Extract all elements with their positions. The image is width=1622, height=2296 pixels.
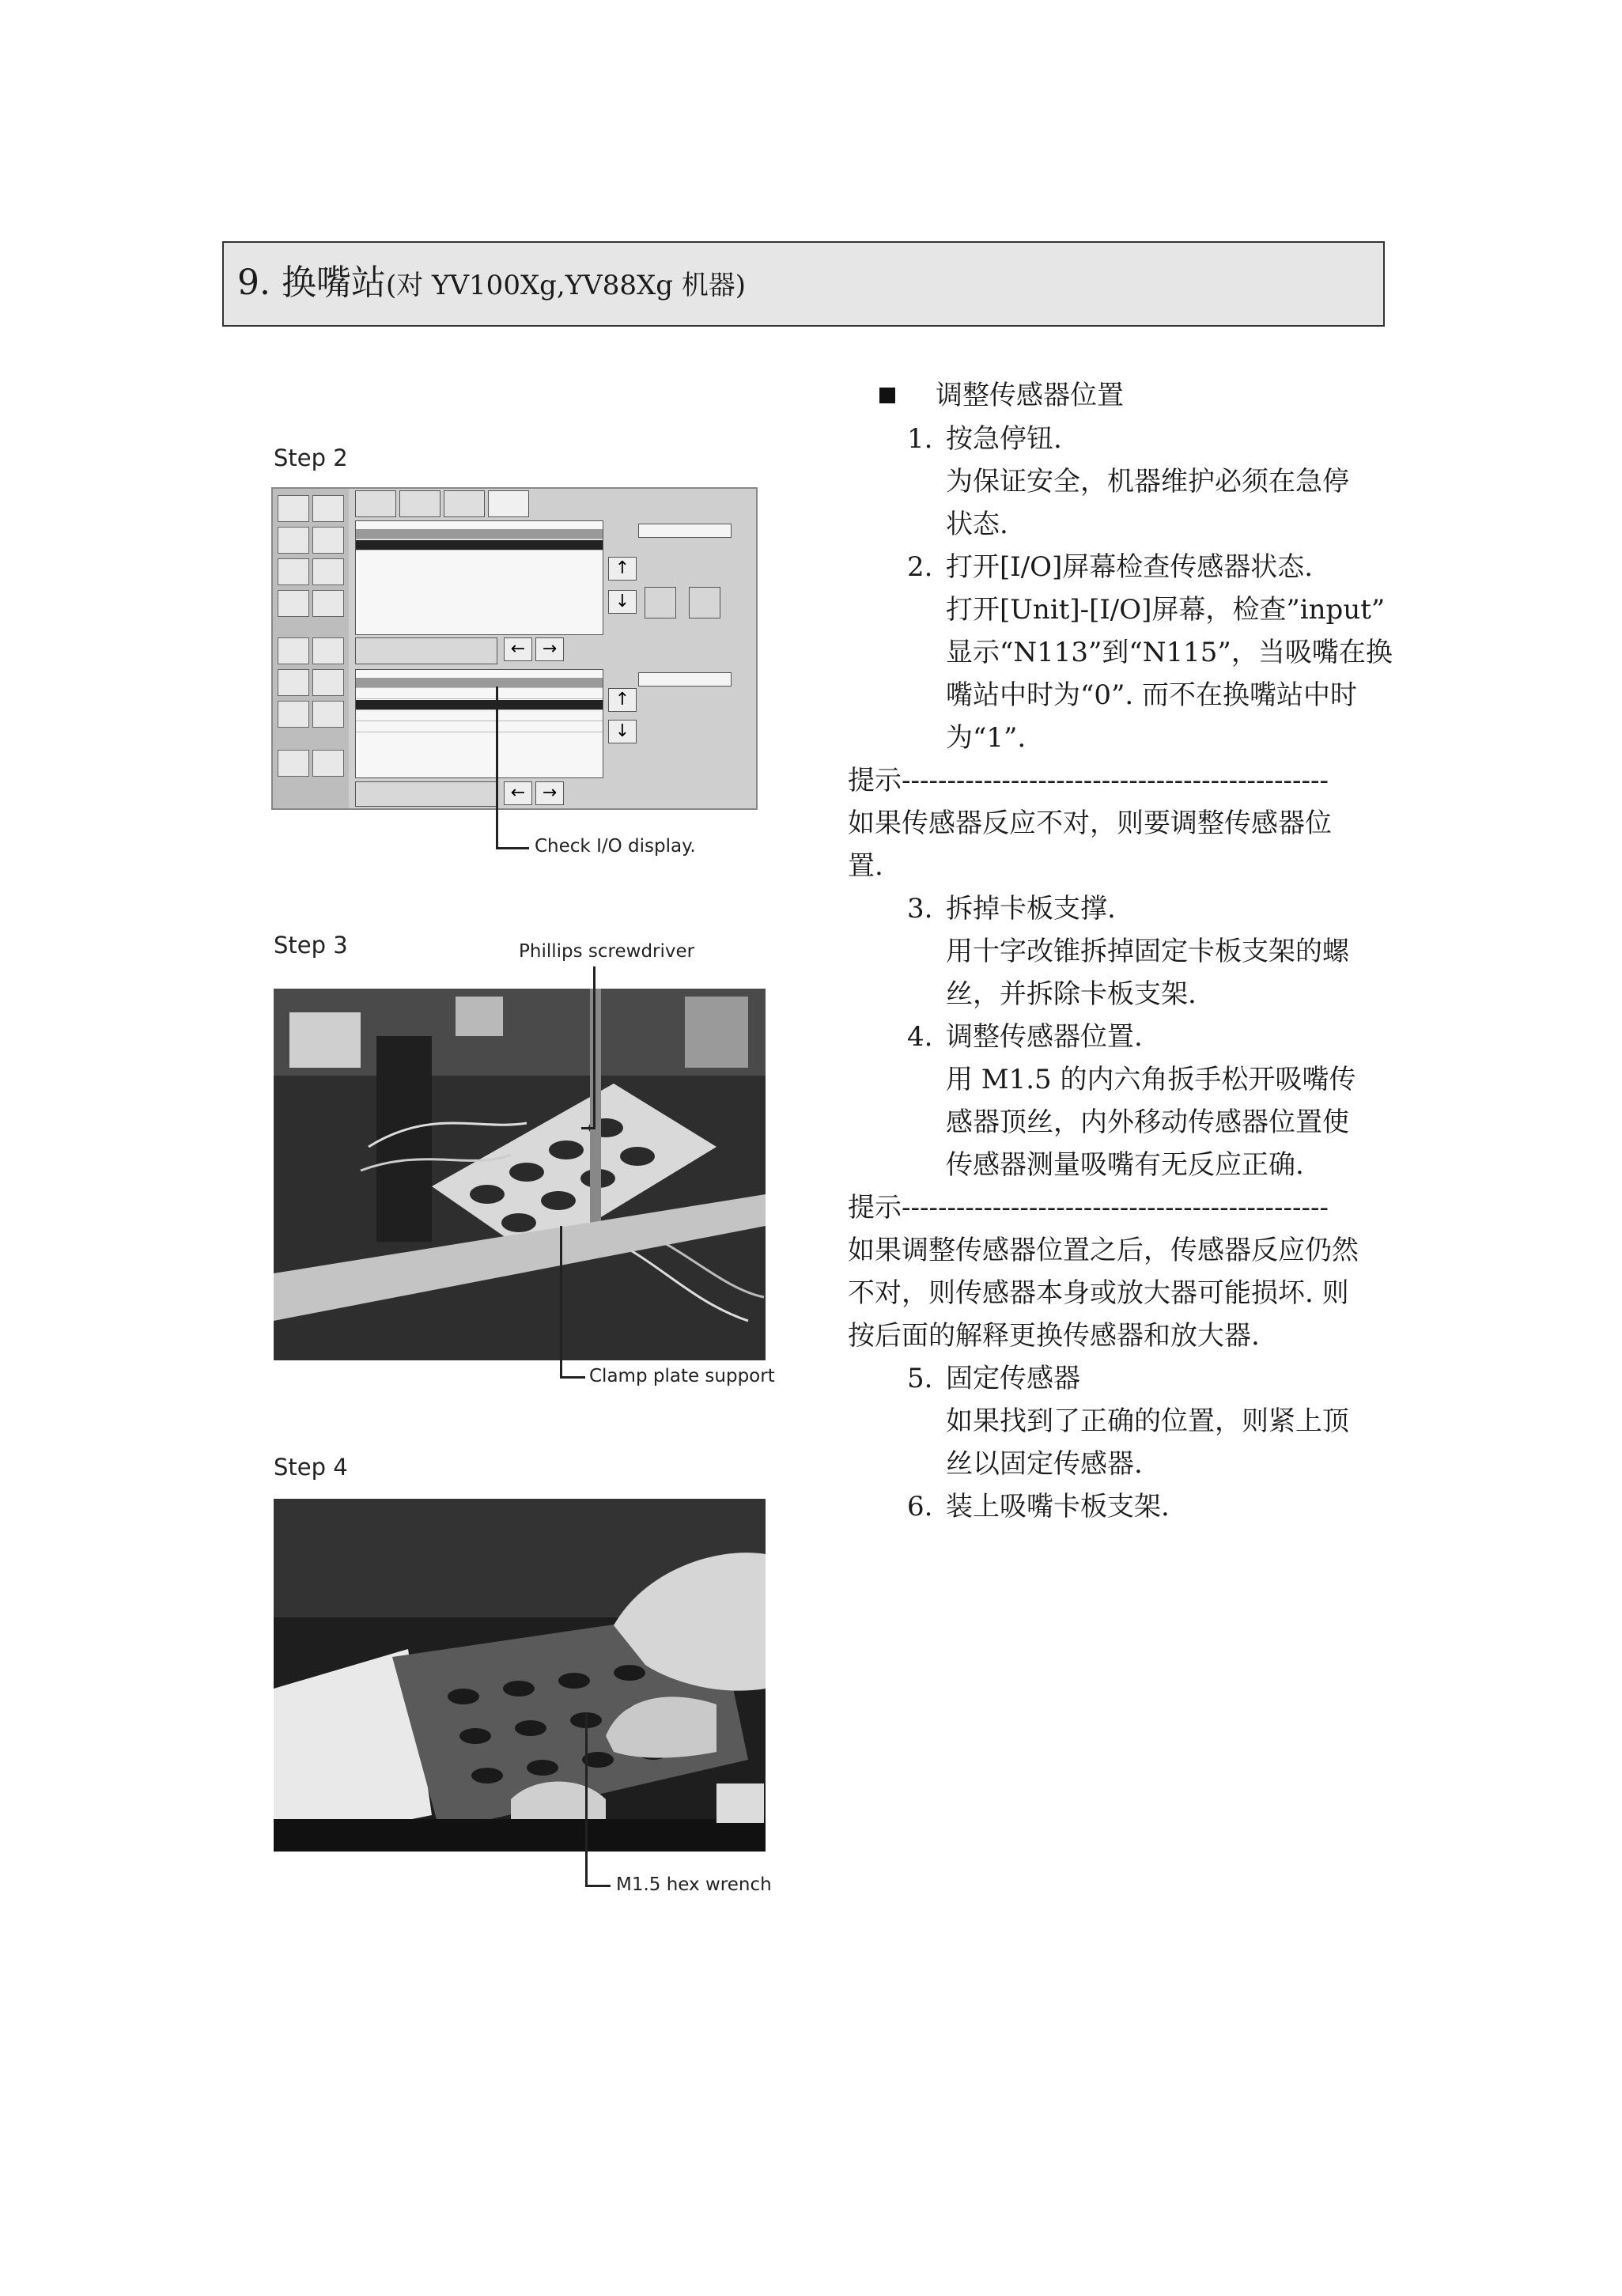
tip1-label: 提示-----------------------------------------------: [848, 765, 1329, 796]
left-arrow-icon: ←: [504, 781, 532, 805]
callout-leader: [585, 1712, 588, 1886]
input-list: [355, 669, 603, 778]
section-title-sub: (对 YV100Xg,YV88Xg 机器): [385, 270, 747, 301]
callout-leader: [496, 847, 529, 849]
step2-label: Step 2: [274, 444, 348, 471]
step4-text: 用 M1.5 的内六角扳手松开吸嘴传: [946, 1064, 1356, 1095]
step4-text: 感器顶丝，内外移动传感器位置使: [946, 1106, 1349, 1138]
left-arrow-icon: ←: [504, 637, 532, 661]
output-list: [355, 520, 603, 635]
step2-text: 为“1”.: [946, 722, 1027, 754]
callout-leader: [496, 687, 498, 849]
right-arrow-icon: →: [535, 637, 564, 661]
step2-text: 嘴站中时为“0”. 而不在换嘴站中时: [946, 679, 1358, 711]
up-arrow-icon: ↑: [608, 688, 637, 712]
section-heading: 调整传感器位置: [936, 380, 1124, 411]
step2-text: 打开[Unit]-[I/O]屏幕，检查”input”: [946, 594, 1386, 626]
up-arrow-icon: ↑: [608, 557, 637, 581]
step3-photo: [274, 989, 766, 1360]
callout-leader: [585, 1885, 611, 1887]
step4-text: 传感器测量吸嘴有无反应正确.: [946, 1149, 1304, 1181]
step1-text: 状态.: [946, 509, 1008, 540]
step5-text: 丝以固定传感器.: [946, 1448, 1143, 1480]
step3-callout-bottom: Clamp plate support: [589, 1366, 775, 1386]
step5-title: 固定传感器: [946, 1363, 1080, 1394]
step4-callout: M1.5 hex wrench: [616, 1874, 772, 1895]
step4-title: 调整传感器位置.: [946, 1021, 1143, 1053]
step2-callout: Check I/O display.: [535, 836, 696, 857]
step5-text: 如果找到了正确的位置，则紧上顶: [946, 1405, 1349, 1437]
square-bullet-icon: [879, 388, 895, 403]
callout-leader: [560, 1376, 585, 1379]
step1-text: 为保证安全，机器维护必须在急停: [946, 466, 1349, 497]
tip1-text: 如果传感器反应不对，则要调整传感器位: [848, 808, 1332, 839]
section-title: [237, 261, 746, 308]
step3-photo-art: [274, 989, 766, 1360]
tip1-text: 置.: [848, 850, 883, 882]
step4-photo-art: [274, 1499, 766, 1852]
down-arrow-icon: ↓: [608, 590, 637, 614]
step6-title: 装上吸嘴卡板支架.: [946, 1491, 1170, 1522]
step3-text: 用十字改锥拆掉固定卡板支架的螺: [946, 936, 1349, 967]
step3-callout-top: Phillips screwdriver: [519, 941, 695, 962]
right-arrow-icon: →: [535, 781, 564, 805]
tip2-text: 按后面的解释更换传感器和放大器.: [848, 1320, 1260, 1352]
section-title-main: 换嘴站: [281, 263, 386, 303]
down-arrow-icon: ↓: [608, 720, 637, 743]
step2-title: 打开[I/O]屏幕检查传感器状态.: [946, 551, 1314, 583]
step3-number: 3.: [907, 893, 933, 925]
tip2-label: 提示-----------------------------------------------: [848, 1192, 1329, 1224]
callout-leader: [560, 1226, 562, 1378]
step6-number: 6.: [907, 1491, 933, 1522]
step1-number: 1.: [907, 423, 933, 455]
tip2-text: 如果调整传感器位置之后，传感器反应仍然: [848, 1235, 1359, 1266]
section-number: 9.: [237, 263, 270, 303]
step2-text: 显示“N113”到“N115”，当吸嘴在换: [946, 637, 1393, 668]
step3-label: Step 3: [274, 932, 348, 959]
step3-text: 丝，并拆除卡板支架.: [946, 978, 1197, 1010]
step4-number: 4.: [907, 1021, 933, 1053]
callout-leader: [581, 1127, 595, 1129]
callout-leader: [593, 966, 595, 1129]
step4-photo: [274, 1499, 766, 1852]
step1-title: 按急停钮.: [946, 423, 1062, 455]
io-screen-screenshot: [271, 487, 758, 810]
step2-number: 2.: [907, 551, 933, 583]
step5-number: 5.: [907, 1363, 933, 1394]
step4-label: Step 4: [274, 1454, 348, 1481]
tip2-text: 不对，则传感器本身或放大器可能损坏. 则: [848, 1277, 1349, 1309]
step3-title: 拆掉卡板支撑.: [946, 893, 1116, 925]
